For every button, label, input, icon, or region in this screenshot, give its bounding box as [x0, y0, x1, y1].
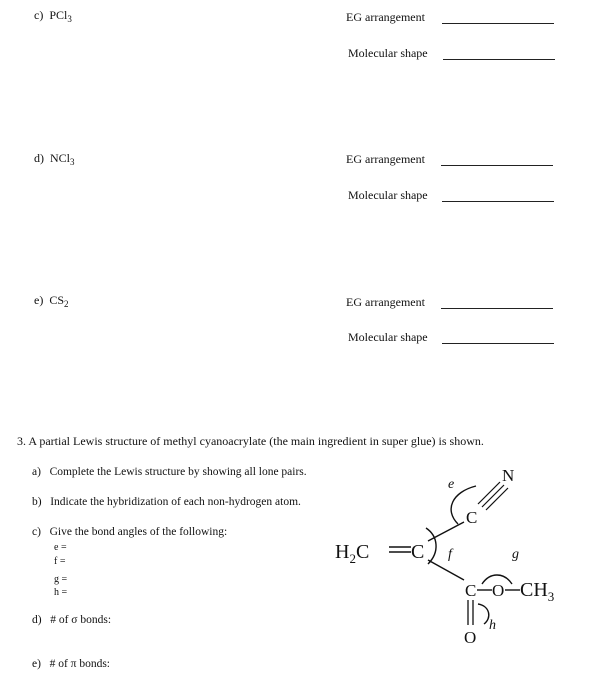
molecule-label: e) $CS_2$ [34, 293, 69, 309]
angle-f-label: f [448, 547, 452, 562]
part-a: a) Complete the Lewis structure by showing all lone pairs. [32, 466, 307, 478]
angle-e: e = [54, 542, 67, 553]
molecule-label: c) PCl$_3$ [34, 8, 72, 24]
nitrogen-atom: N [502, 466, 515, 485]
angle-f-arc [426, 528, 436, 564]
question-3-text: 3. A partial Lewis structure of methyl cyanoacrylate (the main ingredient in super glue) is shown. [17, 434, 484, 448]
bond-center-to-top-c [428, 522, 464, 541]
molecule-label: d) NCl$_3$ [34, 151, 75, 167]
ester-oxygen: O [492, 581, 505, 600]
central-carbon: C [411, 541, 425, 563]
angle-e-label: e [448, 477, 455, 492]
nitrile-carbon: C [466, 508, 478, 527]
angle-h-arc [478, 604, 489, 624]
part-e: e) # of π bonds: [32, 658, 110, 670]
angle-h-label: h [489, 618, 496, 633]
angle-g: g = [54, 574, 68, 585]
angle-g-label: g [512, 547, 519, 562]
part-b: b) Indicate the hybridization of each non-hydrogen atom. [32, 496, 301, 508]
h2c-atom: $H_2C$ [335, 541, 370, 566]
eg-arrangement-label: EG arrangement [346, 295, 425, 309]
angle-h: h = [54, 587, 68, 598]
methyl-group: $CH_3$ [520, 579, 555, 604]
molecular-shape-label: Molecular shape [348, 188, 428, 202]
angle-f: f = [54, 556, 66, 567]
molecular-shape-label: Molecular shape [348, 330, 428, 344]
part-d: d) # of σ bonds: [32, 614, 112, 626]
carbonyl-oxygen: O [464, 628, 477, 647]
molecular-shape-label: Molecular shape [348, 46, 428, 60]
eg-arrangement-label: EG arrangement [346, 10, 425, 24]
eg-arrangement-label: EG arrangement [346, 152, 425, 166]
bond-center-to-ester-c [428, 560, 464, 580]
part-c: c) Give the bond angles of the following: [32, 526, 228, 538]
ester-carbon: C [465, 581, 477, 600]
